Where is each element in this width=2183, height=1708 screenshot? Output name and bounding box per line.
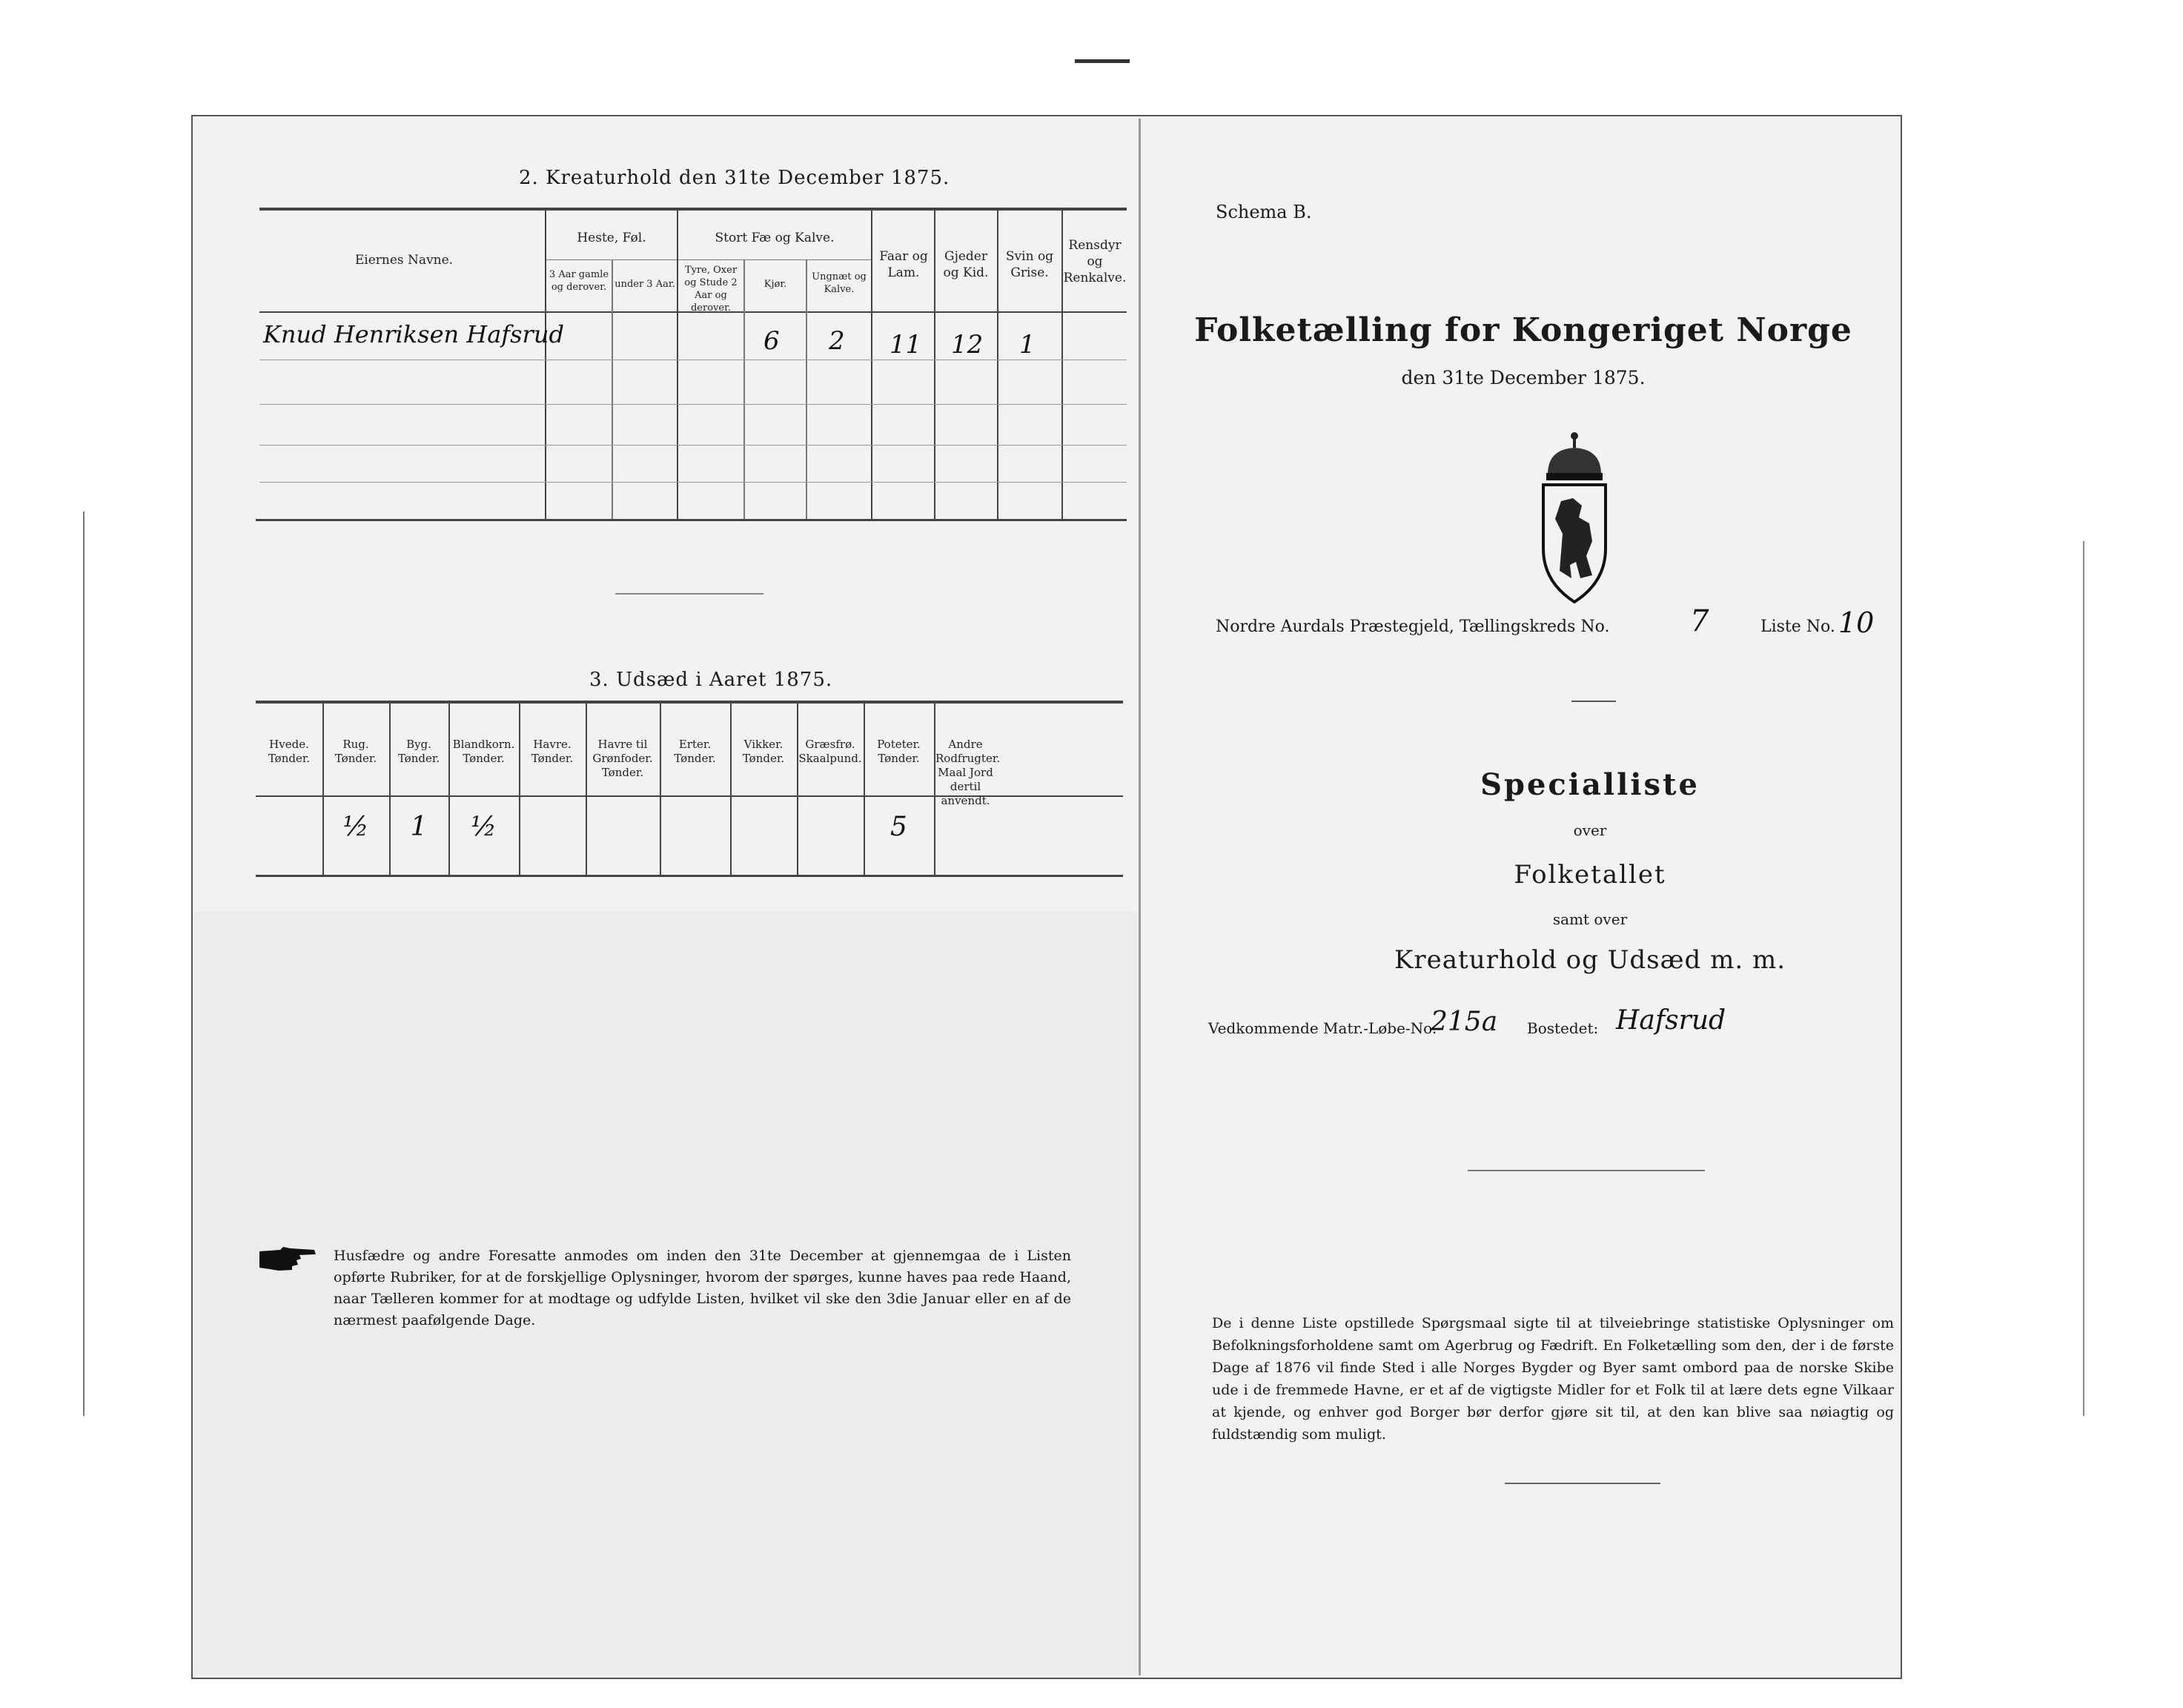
col-line [871, 210, 872, 520]
over-label: over [1573, 821, 1607, 839]
list-label: Liste No. [1760, 618, 1835, 636]
norway-coat-of-arms-icon [1537, 430, 1611, 608]
list-number: 10 [1838, 606, 1875, 639]
header-reindeer: Rensdyr og Renkalve. [1063, 238, 1127, 285]
row-line [259, 482, 1127, 483]
seed-value: ½ [342, 812, 369, 842]
seed-header: Andre Rodfrugter. Maal Jord dertil anvendt. [935, 738, 1001, 807]
bostedet-value: Hafsrud [1616, 1005, 1726, 1036]
left-margin-mark [83, 512, 85, 1416]
matr-number: 215a [1431, 1007, 1498, 1037]
samt-over-label: samt over [1552, 910, 1628, 928]
header-bulls: Tyre, Oxer og Stude 2 Aar og derover. [684, 265, 738, 314]
kreaturhold-label: Kreaturhold og Udsæd m. m. [1394, 945, 1786, 975]
sheep-count: 11 [890, 330, 922, 360]
col-line [677, 210, 678, 520]
census-date: den 31te December 1875. [1401, 367, 1646, 388]
special-list-title: Specialliste [1480, 767, 1700, 802]
header-horses: Heste, Føl. [577, 231, 646, 245]
bostedet-label: Bostedet: [1527, 1019, 1599, 1037]
seed-col-line [389, 703, 391, 875]
seed-header: Poteter. Tønder. [877, 738, 921, 765]
household-notice: Husfædre og andre Foresatte anmodes om inden den 31te December at gjennemgaa de i Listen opførte Rubriker, for at de forskjellige Oplysninger, hvorom der spørges, kunne haves paa rede Haand, naar Tælleren kommer for at modtage og udfylde Listen, hvilket vil ske den 3die Januar eller en af de nærmest paafølgende Dage. [334, 1248, 1071, 1328]
seed-col-line [448, 703, 450, 875]
section3-title: 3. Udsæd i Aaret 1875. [589, 669, 833, 691]
table2-bottom-rule [256, 519, 1127, 521]
header-young-cattle: Ungnæt og Kalve. [812, 271, 867, 295]
header-owner: Eiernes Navne. [354, 253, 454, 268]
district-number: 7 [1690, 604, 1709, 638]
goats-count: 12 [951, 330, 984, 360]
seed-col-line [797, 703, 798, 875]
seed-header: Vikker. Tønder. [742, 738, 785, 765]
right-page [1142, 0, 1905, 1708]
parish-label: Nordre Aurdals Præstegjeld, Tællingskreds No. [1216, 618, 1610, 636]
seed-col-line [519, 703, 520, 875]
seed-value: 1 [410, 812, 428, 842]
cows-count: 6 [763, 326, 780, 356]
short-rule [1571, 701, 1616, 702]
header-goats: Gjeder og Kid. [943, 249, 989, 280]
col-line [612, 259, 613, 519]
seed-header: Havre til Grønfoder. Tønder. [592, 738, 653, 779]
seed-header: Havre. Tønder. [531, 738, 574, 765]
pigs-count: 1 [1019, 330, 1036, 360]
seed-header: Blandkorn. Tønder. [452, 738, 515, 765]
schema-label: Schema B. [1216, 202, 1312, 222]
row-line [259, 445, 1127, 446]
seed-value: ½ [471, 812, 497, 842]
col-line [545, 210, 546, 520]
seed-value: 5 [890, 812, 907, 842]
header-horses-under3: under 3 Aar. [615, 279, 675, 290]
table3-bottom-rule [256, 875, 1123, 877]
folketallet-label: Folketallet [1514, 860, 1666, 890]
section-separator [615, 593, 763, 595]
mid-rule [1468, 1170, 1705, 1171]
header-horses-3plus: 3 Aar gamle og derover. [549, 269, 609, 293]
census-title: Folketælling for Kongeriget Norge [1194, 311, 1852, 349]
col-line [806, 259, 807, 519]
young-cattle-count: 2 [829, 326, 845, 356]
table3-top-rule [256, 701, 1123, 704]
seed-header: Hvede. Tønder. [268, 738, 311, 765]
pointing-hand-icon [258, 1245, 317, 1272]
seed-col-line [730, 703, 732, 875]
seed-header: Byg. Tønder. [397, 738, 440, 765]
header-sheep: Faar og Lam. [879, 249, 928, 280]
bottom-rule [1505, 1483, 1660, 1484]
col-line [743, 259, 745, 519]
header-cattle: Stort Fæ og Kalve. [715, 231, 835, 245]
seed-header: Græsfrø. Skaalpund. [798, 738, 862, 765]
seed-header: Erter. Tønder. [674, 738, 716, 765]
row-line [259, 404, 1127, 405]
owner-name: Knud Henriksen Hafsrud [263, 320, 564, 348]
seed-col-line [322, 703, 324, 875]
seed-header: Rug. Tønder. [334, 738, 377, 765]
table2-subheader-rule [545, 259, 871, 260]
seed-col-line [586, 703, 587, 875]
seed-col-line [660, 703, 661, 875]
header-cows: Kjør. [763, 279, 787, 290]
header-pigs: Svin og Grise. [1005, 249, 1054, 280]
matr-label: Vedkommende Matr.-Løbe-No. [1208, 1019, 1437, 1037]
seed-col-line [864, 703, 865, 875]
right-margin-mark [2083, 541, 2084, 1416]
section2-title: 2. Kreaturhold den 31te December 1875. [519, 167, 950, 189]
census-explanation: De i denne Liste opstillede Spørgsmaal sigte til at tilveiebringe statistiske Oplysninger om Befolkningsforholdene samt om Agerbrug og Fædrift. En Folketælling som den, der i de første Dage af 1876 vil finde Sted i alle Norges Bygder og Byer samt ombord paa de norske Skibe ude i de fremmede Havne, er et af de vigtigste Midler for et Folk til at lære dets egne Vilkaar at kjende, og enhver god Borger bør derfor gjøre sit til, at den kan blive saa nøiagtig og fuldstændig som muligt. [1212, 1315, 1894, 1443]
